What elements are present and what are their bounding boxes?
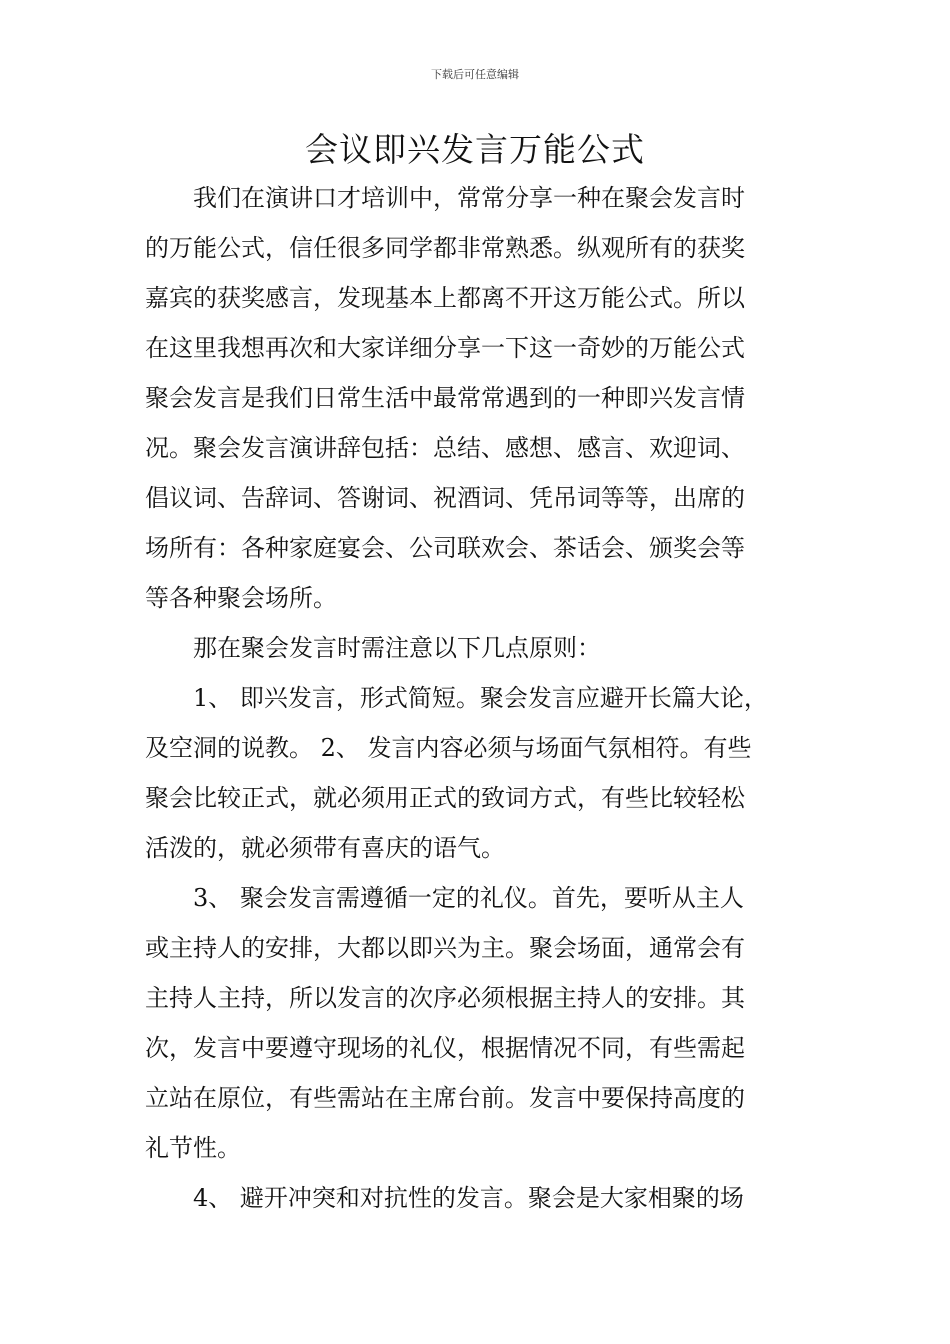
text-line: 活泼的，就必须带有喜庆的语气。	[145, 834, 505, 862]
text-line: 等各种聚会场所。	[145, 584, 337, 612]
text-line: 那在聚会发言时需注意以下几点原则：	[145, 634, 601, 662]
text-line: 倡议词、告辞词、答谢词、祝酒词、凭吊词等等，出席的	[145, 484, 745, 512]
document-title: 会议即兴发言万能公式	[305, 130, 645, 169]
text-line: 在这里我想再次和大家详细分享一下这一奇妙的万能公式	[145, 334, 745, 362]
text-line: 及空洞的说教。 2、 发言内容必须与场面气氛相符。有些	[145, 734, 752, 762]
text-line: 况。聚会发言演讲辞包括：总结、感想、感言、欢迎词、	[145, 434, 745, 462]
text-line: 1、 即兴发言，形式简短。聚会发言应避开长篇大论，	[145, 684, 768, 712]
text-line: 次，发言中要遵守现场的礼仪，根据情况不同，有些需起	[145, 1034, 745, 1062]
text-line: 聚会比较正式，就必须用正式的致词方式，有些比较轻松	[145, 784, 745, 812]
text-line: 礼节性。	[145, 1134, 241, 1162]
text-line: 3、 聚会发言需遵循一定的礼仪。首先，要听从主人	[145, 884, 744, 912]
page-header-note: 下载后可任意编辑	[431, 68, 519, 81]
text-line: 场所有：各种家庭宴会、公司联欢会、茶话会、颁奖会等	[145, 534, 745, 562]
text-line: 的万能公式，信任很多同学都非常熟悉。纵观所有的获奖	[145, 234, 745, 262]
text-line: 立站在原位，有些需站在主席台前。发言中要保持高度的	[145, 1084, 745, 1112]
text-line: 聚会发言是我们日常生活中最常常遇到的一种即兴发言情	[145, 384, 745, 412]
text-line: 或主持人的安排，大都以即兴为主。聚会场面，通常会有	[145, 934, 745, 962]
text-line: 我们在演讲口才培训中，常常分享一种在聚会发言时	[145, 184, 745, 212]
text-line: 嘉宾的获奖感言，发现基本上都离不开这万能公式。所以	[145, 284, 745, 312]
text-line: 4、 避开冲突和对抗性的发言。聚会是大家相聚的场	[145, 1184, 744, 1212]
text-line: 主持人主持，所以发言的次序必须根据主持人的安排。其	[145, 984, 745, 1012]
